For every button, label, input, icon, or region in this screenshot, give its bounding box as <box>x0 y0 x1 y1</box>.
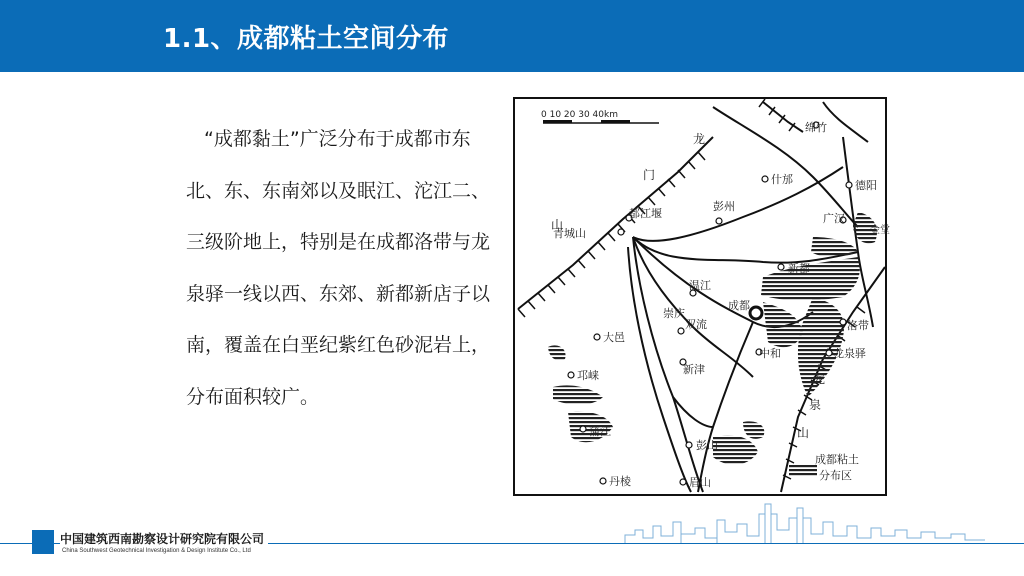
slide-title: 1.1、成都粘土空间分布 <box>163 24 450 54</box>
company-logo <box>32 530 54 554</box>
legend-line-1: 成都粘土 <box>815 453 859 466</box>
label-xindu: 新都 <box>788 262 810 275</box>
body-paragraph: “成都黏土”广泛分布于成都市东北、东、东南郊以及眠江、沱江二、三级阶地上，特别是在成都洛带与龙泉驿一线以西、东郊、新都新店子以南，覆盖在白垩纪紫红色砂泥岩上，分布面积较广。 <box>186 128 491 408</box>
city-skyline-graphic <box>625 500 985 544</box>
footer-company-name-cn: 中国建筑西南勘察设计研究院有限公司 <box>60 530 268 547</box>
label-zhonghe: 中和 <box>759 347 781 360</box>
label-luodai: 洛带 <box>847 319 869 332</box>
label-meishan: 眉山 <box>689 476 711 489</box>
label-guanghan: 广汉 <box>823 212 845 225</box>
scale-label: 0 10 20 30 40km <box>541 110 618 120</box>
label-chongqing: 崇庆 <box>663 307 685 320</box>
label-longquan-2: 泉 <box>809 398 822 412</box>
label-dujiangyan: 都江堰 <box>629 207 662 220</box>
label-xinjin: 新津 <box>683 363 705 376</box>
label-shuangliu: 双流 <box>685 318 707 331</box>
label-shifang: 什邡 <box>771 173 793 186</box>
header-bar <box>0 0 1024 72</box>
label-qingchengshan: 青城山 <box>553 227 586 240</box>
label-longquanyi: 龙泉驿 <box>833 347 866 360</box>
label-jintang: 金堂 <box>870 225 890 236</box>
label-mianzhu: 绵竹 <box>805 121 827 134</box>
label-dayi: 大邑 <box>603 331 625 344</box>
clay-distribution-map <box>513 97 890 496</box>
label-pengshan: 彭山 <box>696 439 718 452</box>
label-deyang: 德阳 <box>855 179 877 192</box>
label-longmen-1: 龙 <box>693 132 706 146</box>
label-pujiang: 蒲江 <box>589 425 611 438</box>
label-pengzhou: 彭州 <box>713 200 735 213</box>
label-qionglai: 邛崃 <box>577 369 599 382</box>
label-danleng: 丹棱 <box>609 475 631 488</box>
label-wenjiang: 温江 <box>689 279 711 292</box>
label-longmen-3: 山 <box>551 218 564 232</box>
footer-company-name-en: China Southwest Geotechnical Investigation & Design Institute Co., Ltd <box>62 548 251 554</box>
label-longquan-3: 山 <box>797 426 810 440</box>
label-longmen-2: 门 <box>643 168 656 182</box>
label-longquan-1: 龙 <box>813 372 826 386</box>
legend-line-2: 分布区 <box>819 469 852 482</box>
label-chengdu: 成都 <box>728 299 750 312</box>
